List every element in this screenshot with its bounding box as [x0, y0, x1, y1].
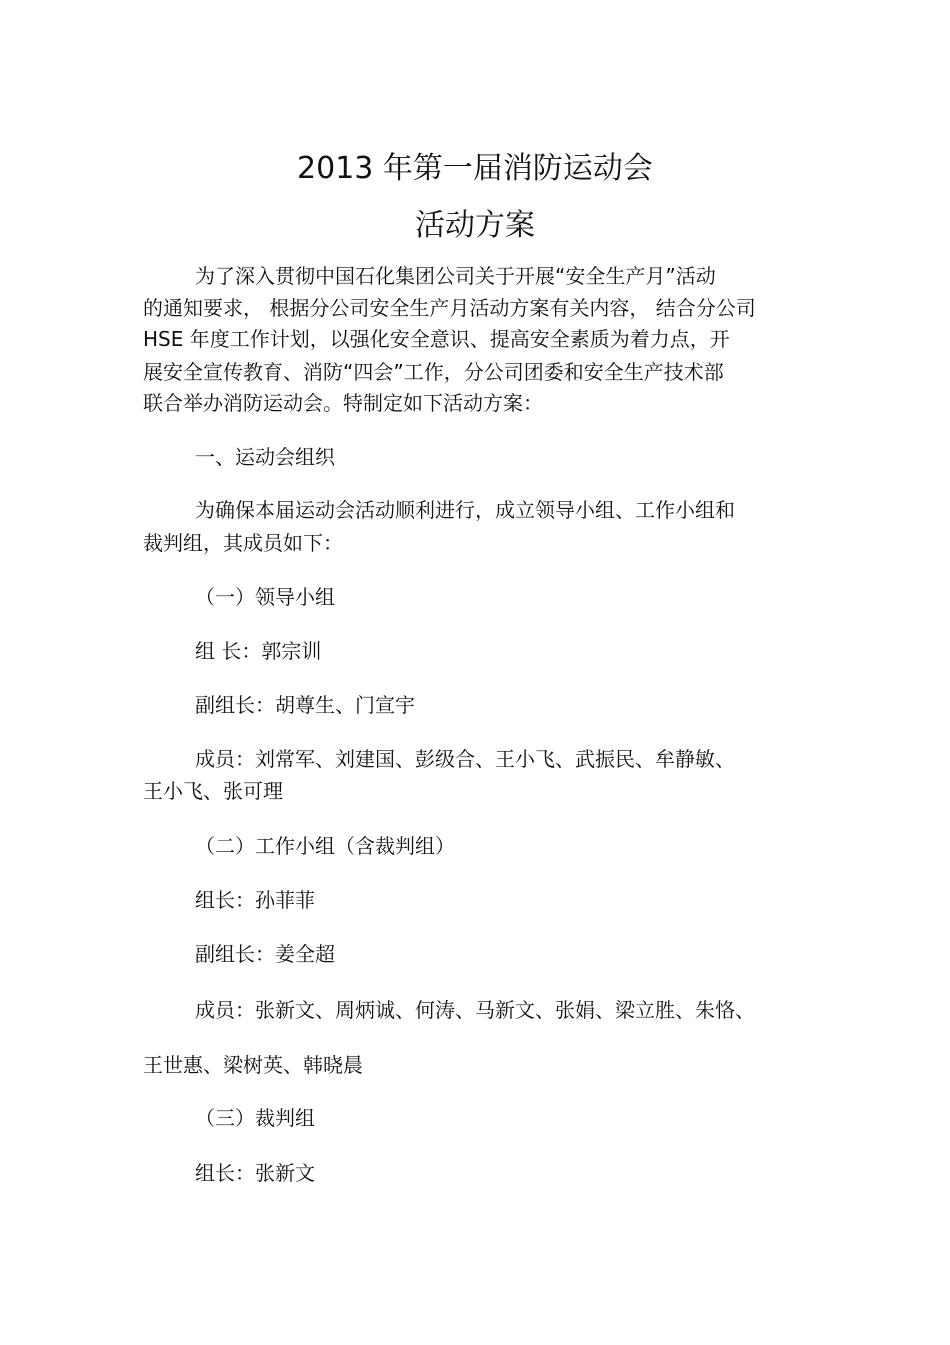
group3-heading: （三）裁判组 [195, 1106, 315, 1130]
group2-heading: （二）工作小组（含裁判组） [195, 834, 455, 858]
group1-deputy: 副组长：胡尊生、门宣宇 [195, 693, 415, 717]
group1-members-line-2: 王小飞、张可理 [143, 779, 283, 803]
group1-members-line-1: 成员：刘常军、刘建国、彭级合、王小飞、武振民、牟静敏、 [195, 747, 735, 771]
group2-members-line-1: 成员：张新文、周炳诚、何涛、马新文、张娟、梁立胜、朱恪、 [195, 998, 755, 1022]
section1-heading: 一、运动会组织 [195, 445, 335, 469]
group2-members-line-2: 王世惠、梁树英、韩晓晨 [143, 1053, 363, 1077]
group2-deputy: 副组长：姜全超 [195, 942, 335, 966]
intro-line-3: HSE 年度工作计划，以强化安全意识、提高安全素质为着力点，开 [143, 327, 730, 351]
intro-line-1: 为了深入贯彻中国石化集团公司关于开展“安全生产月”活动 [195, 264, 716, 288]
section1-para-line-2: 裁判组，其成员如下： [143, 531, 343, 555]
group3-leader: 组长：张新文 [195, 1161, 315, 1185]
intro-line-2: 的通知要求， 根据分公司安全生产月活动方案有关内容， 结合分公司 [143, 296, 756, 320]
document-title-line1: 2013 年第一届消防运动会 [297, 151, 653, 186]
group1-heading: （一）领导小组 [195, 585, 335, 609]
group2-leader: 组长：孙菲菲 [195, 888, 315, 912]
section1-para-line-1: 为确保本届运动会活动顺利进行，成立领导小组、工作小组和 [195, 498, 735, 522]
intro-line-4: 展安全宣传教育、消防“四会”工作，分公司团委和安全生产技术部 [143, 360, 724, 384]
document-title-line2: 活动方案 [415, 208, 535, 243]
intro-line-5: 联合举办消防运动会。特制定如下活动方案： [143, 391, 543, 415]
group1-leader: 组 长：郭宗训 [195, 639, 322, 663]
